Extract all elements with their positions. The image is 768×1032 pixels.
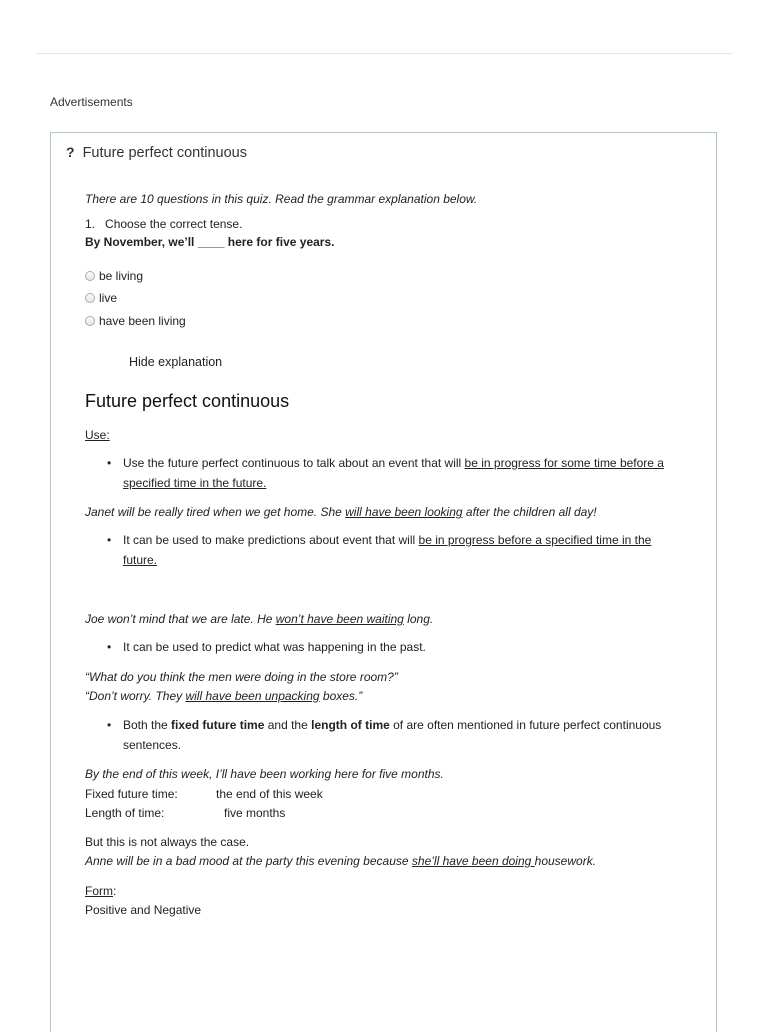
form-label: Form: [85,884,117,898]
use-label: Use: [85,428,110,442]
radio-button[interactable] [85,316,95,326]
bullet-dot: • [107,456,112,470]
example-janet: Janet will be really tired when we get home. She will have been looking after the children all day! [85,505,597,519]
bullet-underlined-text: be in progress before a specified time in the future. [123,533,652,567]
length-of-time-label: Length of time: [85,806,165,820]
bullet-fixed-length: • Both the fixed future time and the length of time of are often mentioned in future perfect continuous sentences. [107,715,682,755]
bullet-text: Use the future perfect continuous to talk about an event that will [123,456,465,470]
bullet-dot: • [107,718,112,732]
example-store-room-question: “What do you think the men were doing in the store room?” [85,670,398,684]
question-instruction [85,216,242,232]
bullet-dot: • [107,533,112,547]
bullet-dot: • [107,640,112,654]
option-label: live [99,291,118,305]
bullet-predictions [107,530,682,570]
question-mark-icon: ? [66,144,75,160]
quiz-header [66,144,247,161]
example-anne: Anne will be in a bad mood at the party this evening because she’ll have been doing housework. [85,854,597,868]
fixed-future-time-value: the end of this week [216,787,323,801]
example-store-room-answer: “Don’t worry. They will have been unpacking boxes.” [85,689,363,703]
quiz-title: Future perfect continuous [82,145,247,161]
option-be-living[interactable] [85,269,143,283]
option-label: have been living [99,314,186,328]
bullet-past [107,637,682,657]
fixed-future-time-label: Fixed future time: [85,787,178,801]
radio-button[interactable] [85,293,95,303]
example-joe: Joe won’t mind that we are late. He won’t have been waiting long. [85,612,434,626]
example-working: By the end of this week, I’ll have been working here for five months. [85,767,444,781]
question-text: By November, we’ll ____ here for five years. [85,235,335,249]
bullet-text: It can be used to make predictions about event that will [123,533,419,547]
bullet-underlined-text: be in progress for some time before a specified time in the future. [123,456,664,490]
quiz-intro: There are 10 questions in this quiz. Read the grammar explanation below. [85,192,478,206]
bold-fixed-future-time: fixed future time [171,718,265,732]
bullet-use-progress [107,453,682,493]
top-divider [36,53,733,54]
length-of-time-value: five months [224,806,286,820]
hide-explanation-button[interactable]: Hide explanation [129,355,223,369]
not-always-text: But this is not always the case. [85,835,250,849]
radio-button[interactable] [85,271,95,281]
explanation-heading: Future perfect continuous [85,391,290,411]
option-label: be living [99,269,144,283]
bold-length-of-time: length of time [311,718,390,732]
quiz-container [50,132,717,1032]
question-number: 1. [85,217,96,231]
positive-negative-label: Positive and Negative [85,903,202,917]
advertisements-label: Advertisements [50,95,133,109]
option-have-been-living[interactable] [85,314,186,328]
bullet-text: It can be used to predict what was happening in the past. [123,640,426,654]
option-live[interactable] [85,291,117,305]
instruction-text: Choose the correct tense. [105,217,243,231]
